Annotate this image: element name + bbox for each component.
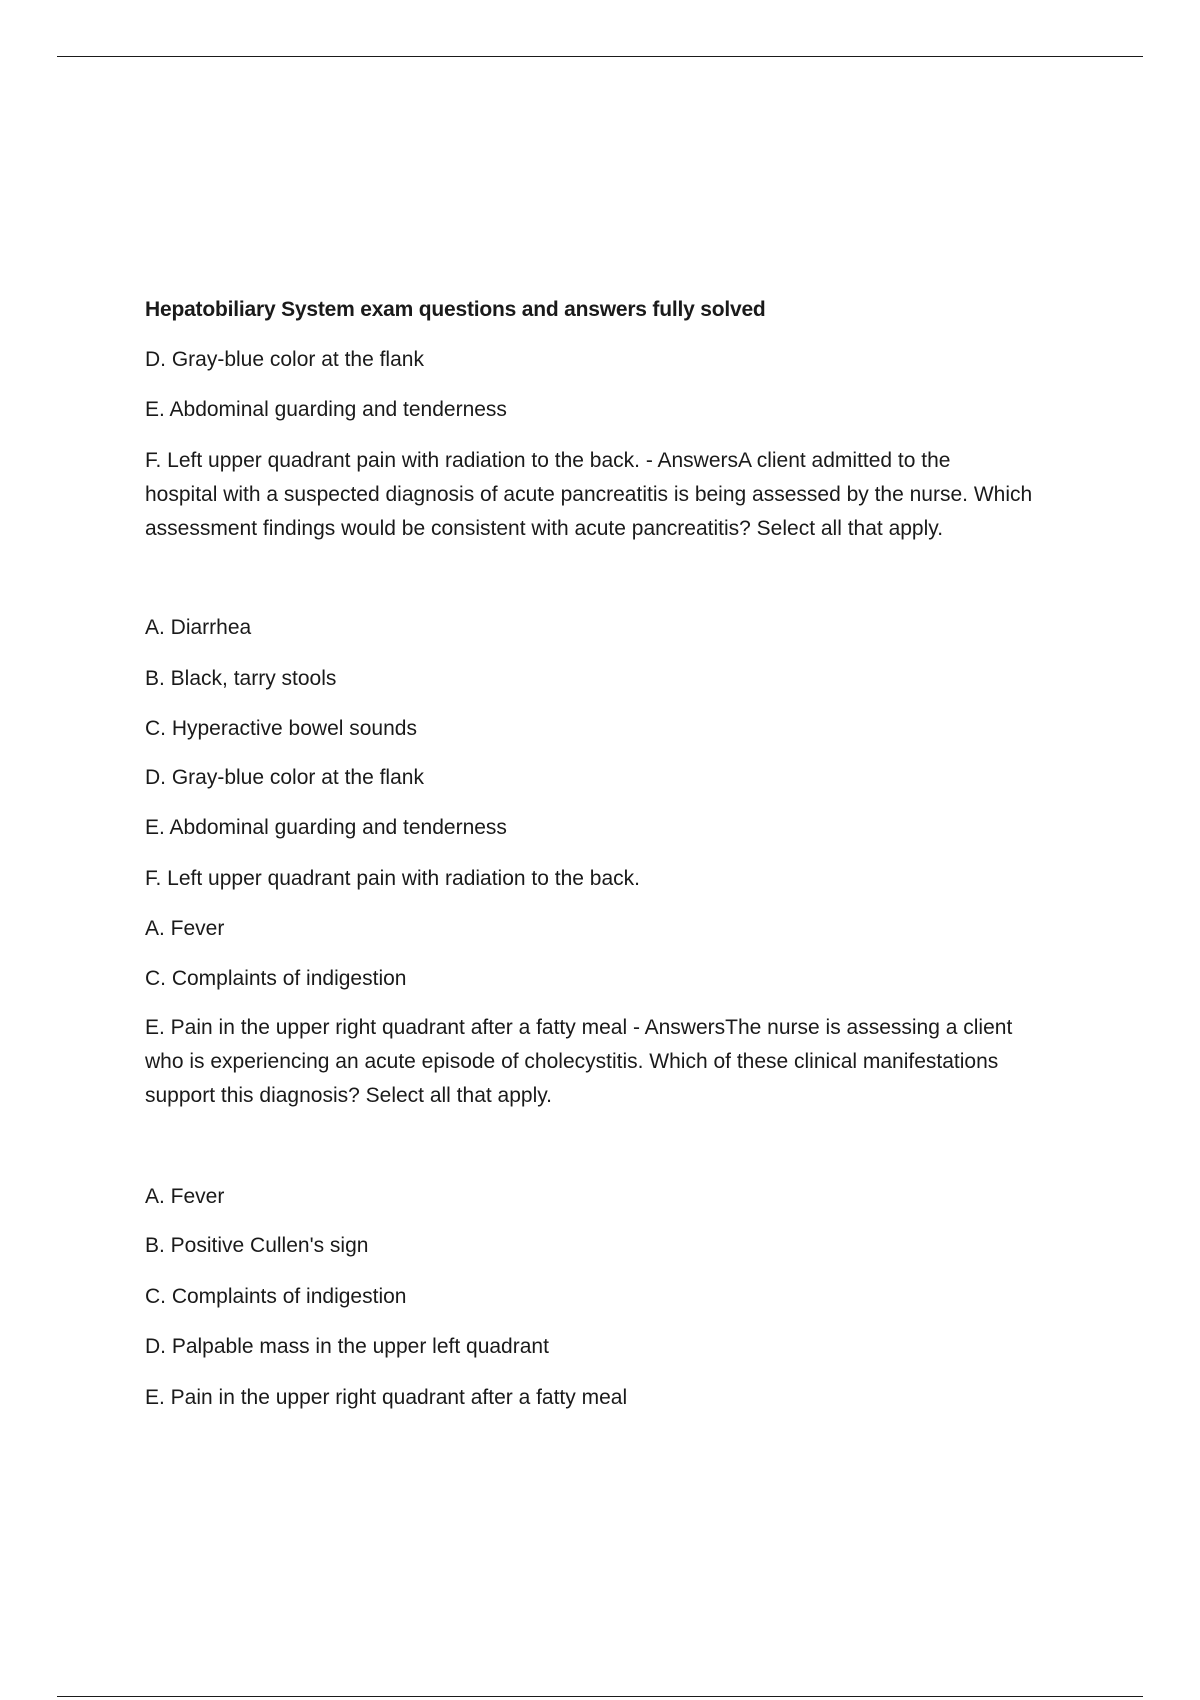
- document-title: Hepatobiliary System exam questions and answers fully solved: [145, 298, 766, 321]
- paragraph-line: F. Left upper quadrant pain with radiation to the back. - AnswersA client admitted to the: [145, 449, 951, 472]
- footer-rule: [57, 1696, 1143, 1697]
- answer-line: C. Complaints of indigestion: [145, 967, 407, 990]
- paragraph-line: support this diagnosis? Select all that apply.: [145, 1084, 553, 1107]
- answer-line: A. Diarrhea: [145, 616, 252, 639]
- answer-line: E. Pain in the upper right quadrant after a fatty meal: [145, 1386, 628, 1409]
- answer-line: B. Positive Cullen's sign: [145, 1234, 369, 1257]
- answer-line: A. Fever: [145, 917, 225, 940]
- answer-line: D. Gray-blue color at the flank: [145, 348, 424, 371]
- answer-line: E. Abdominal guarding and tenderness: [145, 398, 507, 421]
- answer-line: D. Gray-blue color at the flank: [145, 766, 424, 789]
- paragraph-line: who is experiencing an acute episode of cholecystitis. Which of these clinical manifestations: [145, 1050, 999, 1073]
- answer-line: F. Left upper quadrant pain with radiation to the back.: [145, 867, 640, 890]
- paragraph-line: hospital with a suspected diagnosis of acute pancreatitis is being assessed by the nurse. Which: [145, 483, 1033, 506]
- paragraph-line: assessment findings would be consistent with acute pancreatitis? Select all that apply.: [145, 517, 944, 540]
- answer-line: E. Abdominal guarding and tenderness: [145, 816, 507, 839]
- question-paragraph: [145, 1011, 1105, 1113]
- answer-line: A. Fever: [145, 1185, 225, 1208]
- header-rule: [57, 56, 1143, 57]
- question-paragraph: [145, 444, 1105, 546]
- answer-line: C. Complaints of indigestion: [145, 1285, 407, 1308]
- answer-line: B. Black, tarry stools: [145, 667, 337, 690]
- answer-line: C. Hyperactive bowel sounds: [145, 717, 417, 740]
- answer-line: D. Palpable mass in the upper left quadrant: [145, 1335, 549, 1358]
- paragraph-line: E. Pain in the upper right quadrant after a fatty meal - AnswersThe nurse is assessing a client: [145, 1016, 1013, 1039]
